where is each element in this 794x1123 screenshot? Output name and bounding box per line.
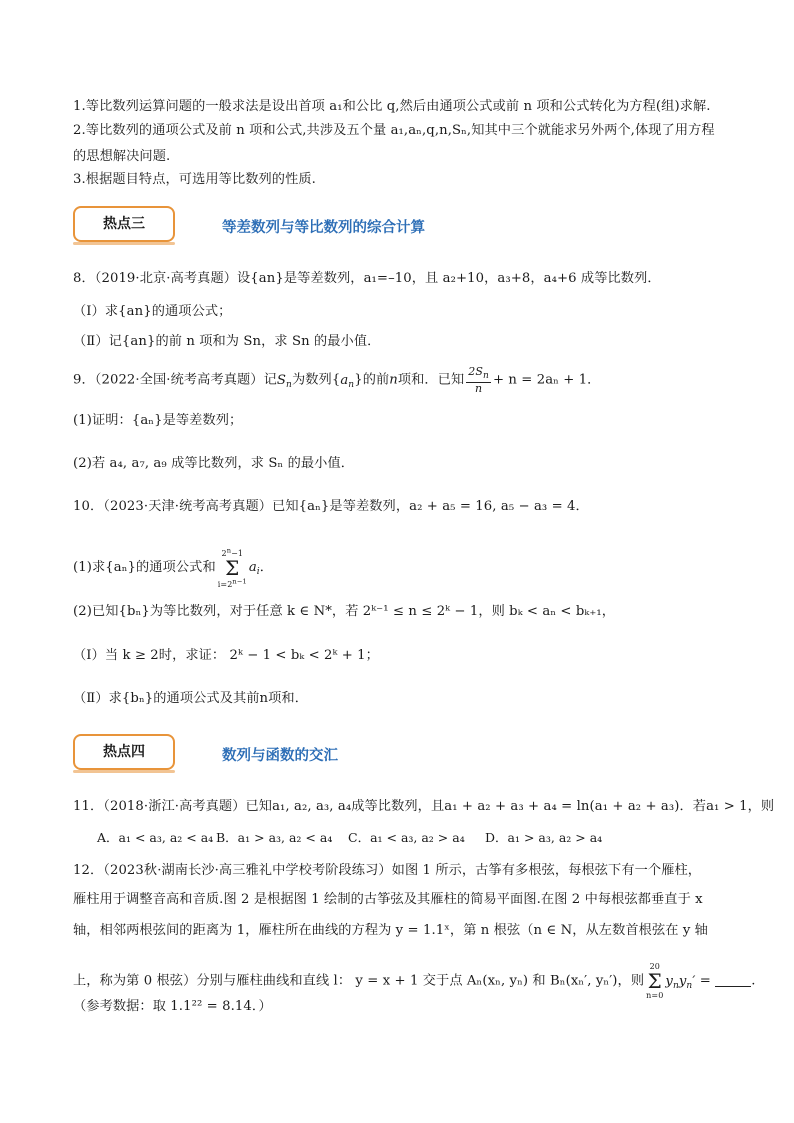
q9-stem-b: 为数列 — [291, 372, 332, 388]
q10-stem: 10．（2023·天津·统考高考真题）已知{aₙ}是等差数列，a₂ + a₅ = 16, a₅ − a₃ = 4． — [73, 499, 589, 514]
section-title-4: 数列与函数的交汇 — [222, 748, 338, 764]
q12-sigma: 20 Σ n=0 — [646, 962, 664, 1000]
q12-line-2: 雁柱用于调整音高和音质.图 2 是根据图 1 绘制的古筝弦及其雁柱的简易平面图.在图 2 中每根弦都垂直于 x — [73, 892, 703, 907]
q9-stem-c: 的前 — [362, 372, 390, 388]
q8-stem: 8．（2019·北京·高考真题）设{an}是等差数列，a₁=–10，且 a₂+10，a₃+8，a₄+6 成等比数列． — [73, 271, 661, 286]
q10-part-2-ii: （Ⅱ）求{bₙ}的通项公式及其前n项和． — [73, 691, 309, 706]
q12-equals: = — [699, 973, 711, 989]
intro-line-2: 2.等比数列的通项公式及前 n 项和公式,共涉及五个量 a₁,aₙ,q,n,Sₙ,知其中三个就能求另外两个,体现了用方程 — [73, 123, 715, 138]
q9-part-1: (1)证明：{aₙ}是等差数列； — [73, 413, 243, 428]
section-title-3: 等差数列与等比数列的综合计算 — [222, 220, 425, 236]
q8-part-2: （Ⅱ）记{an}的前 n 项和为 Sn，求 Sn 的最小值． — [73, 334, 381, 349]
q11-choice-c[interactable]: C．a₁ < a₃, a₂ > a₄ — [348, 830, 465, 845]
q12-line-5: （参考数据：取 1.1²² = 8.14．） — [73, 999, 272, 1014]
q9-stem-d: 项和．已知 — [397, 372, 465, 388]
section-badge-3: 热点三 — [73, 206, 175, 242]
q11-stem: 11．（2018·浙江·高考真题）已知a₁, a₂, a₃, a₄成等比数列，且a₁ + a₂ + a₃ + a₄ = ln(a₁ + a₂ + a₃)．若a₁ > 1，则 — [73, 799, 775, 814]
q9-n: n — [389, 372, 398, 388]
intro-line-4: 3.根据题目特点，可选用等比数列的性质. — [73, 172, 316, 187]
q12-line-4-text: 上，称为第 0 根弦）分别与雁柱曲线和直线 l： y = x + 1 交于点 Aₙ(xₙ, yₙ) 和 Bₙ(xₙ′, yₙ′)，则 — [73, 973, 645, 989]
q10-part-2: (2)已知{bₙ}为等比数列，对于任意 k ∈ N*，若 2ᵏ⁻¹ ≤ n ≤ 2ᵏ − 1，则 bₖ < aₙ < bₖ₊₁， — [73, 604, 616, 619]
section-badge-4: 热点四 — [73, 734, 175, 770]
q11-choice-d[interactable]: D．a₁ > a₃, a₂ > a₄ — [485, 830, 603, 845]
q9-sn: $S_n$ — [276, 372, 292, 390]
q9-part-2: (2)若 a₄, a₇, a₉ 成等比数列，求 Sₙ 的最小值． — [73, 456, 355, 471]
q11-choice-a[interactable]: A．a₁ < a₃, a₂ < a₄ — [97, 830, 214, 845]
q12-line-1: 12．（2023秋·湖南长沙·高三雅礼中学校考阶段练习）如图 1 所示，古筝有多根弦，每根弦下有一个雁柱， — [73, 863, 702, 878]
answer-blank[interactable] — [715, 974, 751, 987]
q9-stem-a: 9．（2022·全国·统考高考真题）记 — [73, 372, 277, 388]
q10-part-1-text: (1)求{aₙ}的通项公式和 — [73, 560, 216, 576]
q12-line-3: 轴，相邻两根弦间的距离为 1，雁柱所在曲线的方程为 y = 1.1ˣ，第 n 根弦（n ∈ N，从左数首根弦在 y 轴 — [73, 923, 708, 938]
intro-line-3: 的思想解决问题. — [73, 149, 171, 164]
q9-stem — [73, 366, 600, 396]
q9-seq: $\{a_n\}$ — [331, 372, 363, 390]
q10-part-1: (1)求{aₙ}的通项公式和$2^n-1$ Σ $i=2^{n-1}a_i$． — [73, 546, 274, 590]
q9-stem-e: + n = 2aₙ + 1． — [492, 372, 601, 388]
q12-line-4: 上，称为第 0 根弦）分别与雁柱曲线和直线 l： y = x + 1 交于点 Aₙ(xₙ, yₙ) 和 Bₙ(xₙ′, yₙ′)，则20 Σ $n=0y_ny_n'$ = . — [73, 962, 756, 1000]
q11-choice-b[interactable]: B．a₁ > a₃, a₂ < a₄ — [216, 830, 333, 845]
q10-part-1-end: ． — [259, 560, 274, 576]
q9-fraction: $\frac{2S_n}{n}$ — [468, 365, 489, 395]
q8-part-1: （Ⅰ）求{an}的通项公式； — [73, 304, 232, 319]
intro-line-1: 1.等比数列运算问题的一般求法是设出首项 a₁和公比 q,然后由通项公式或前 n 项和公式转化为方程(组)求解. — [73, 99, 711, 114]
q10-part-2-i: （Ⅰ）当 k ≥ 2时，求证： 2ᵏ − 1 < bₖ < 2ᵏ + 1； — [73, 648, 379, 663]
q10-sigma: $2^n-1$ Σ $i=2^{n-1}$ — [217, 546, 247, 590]
